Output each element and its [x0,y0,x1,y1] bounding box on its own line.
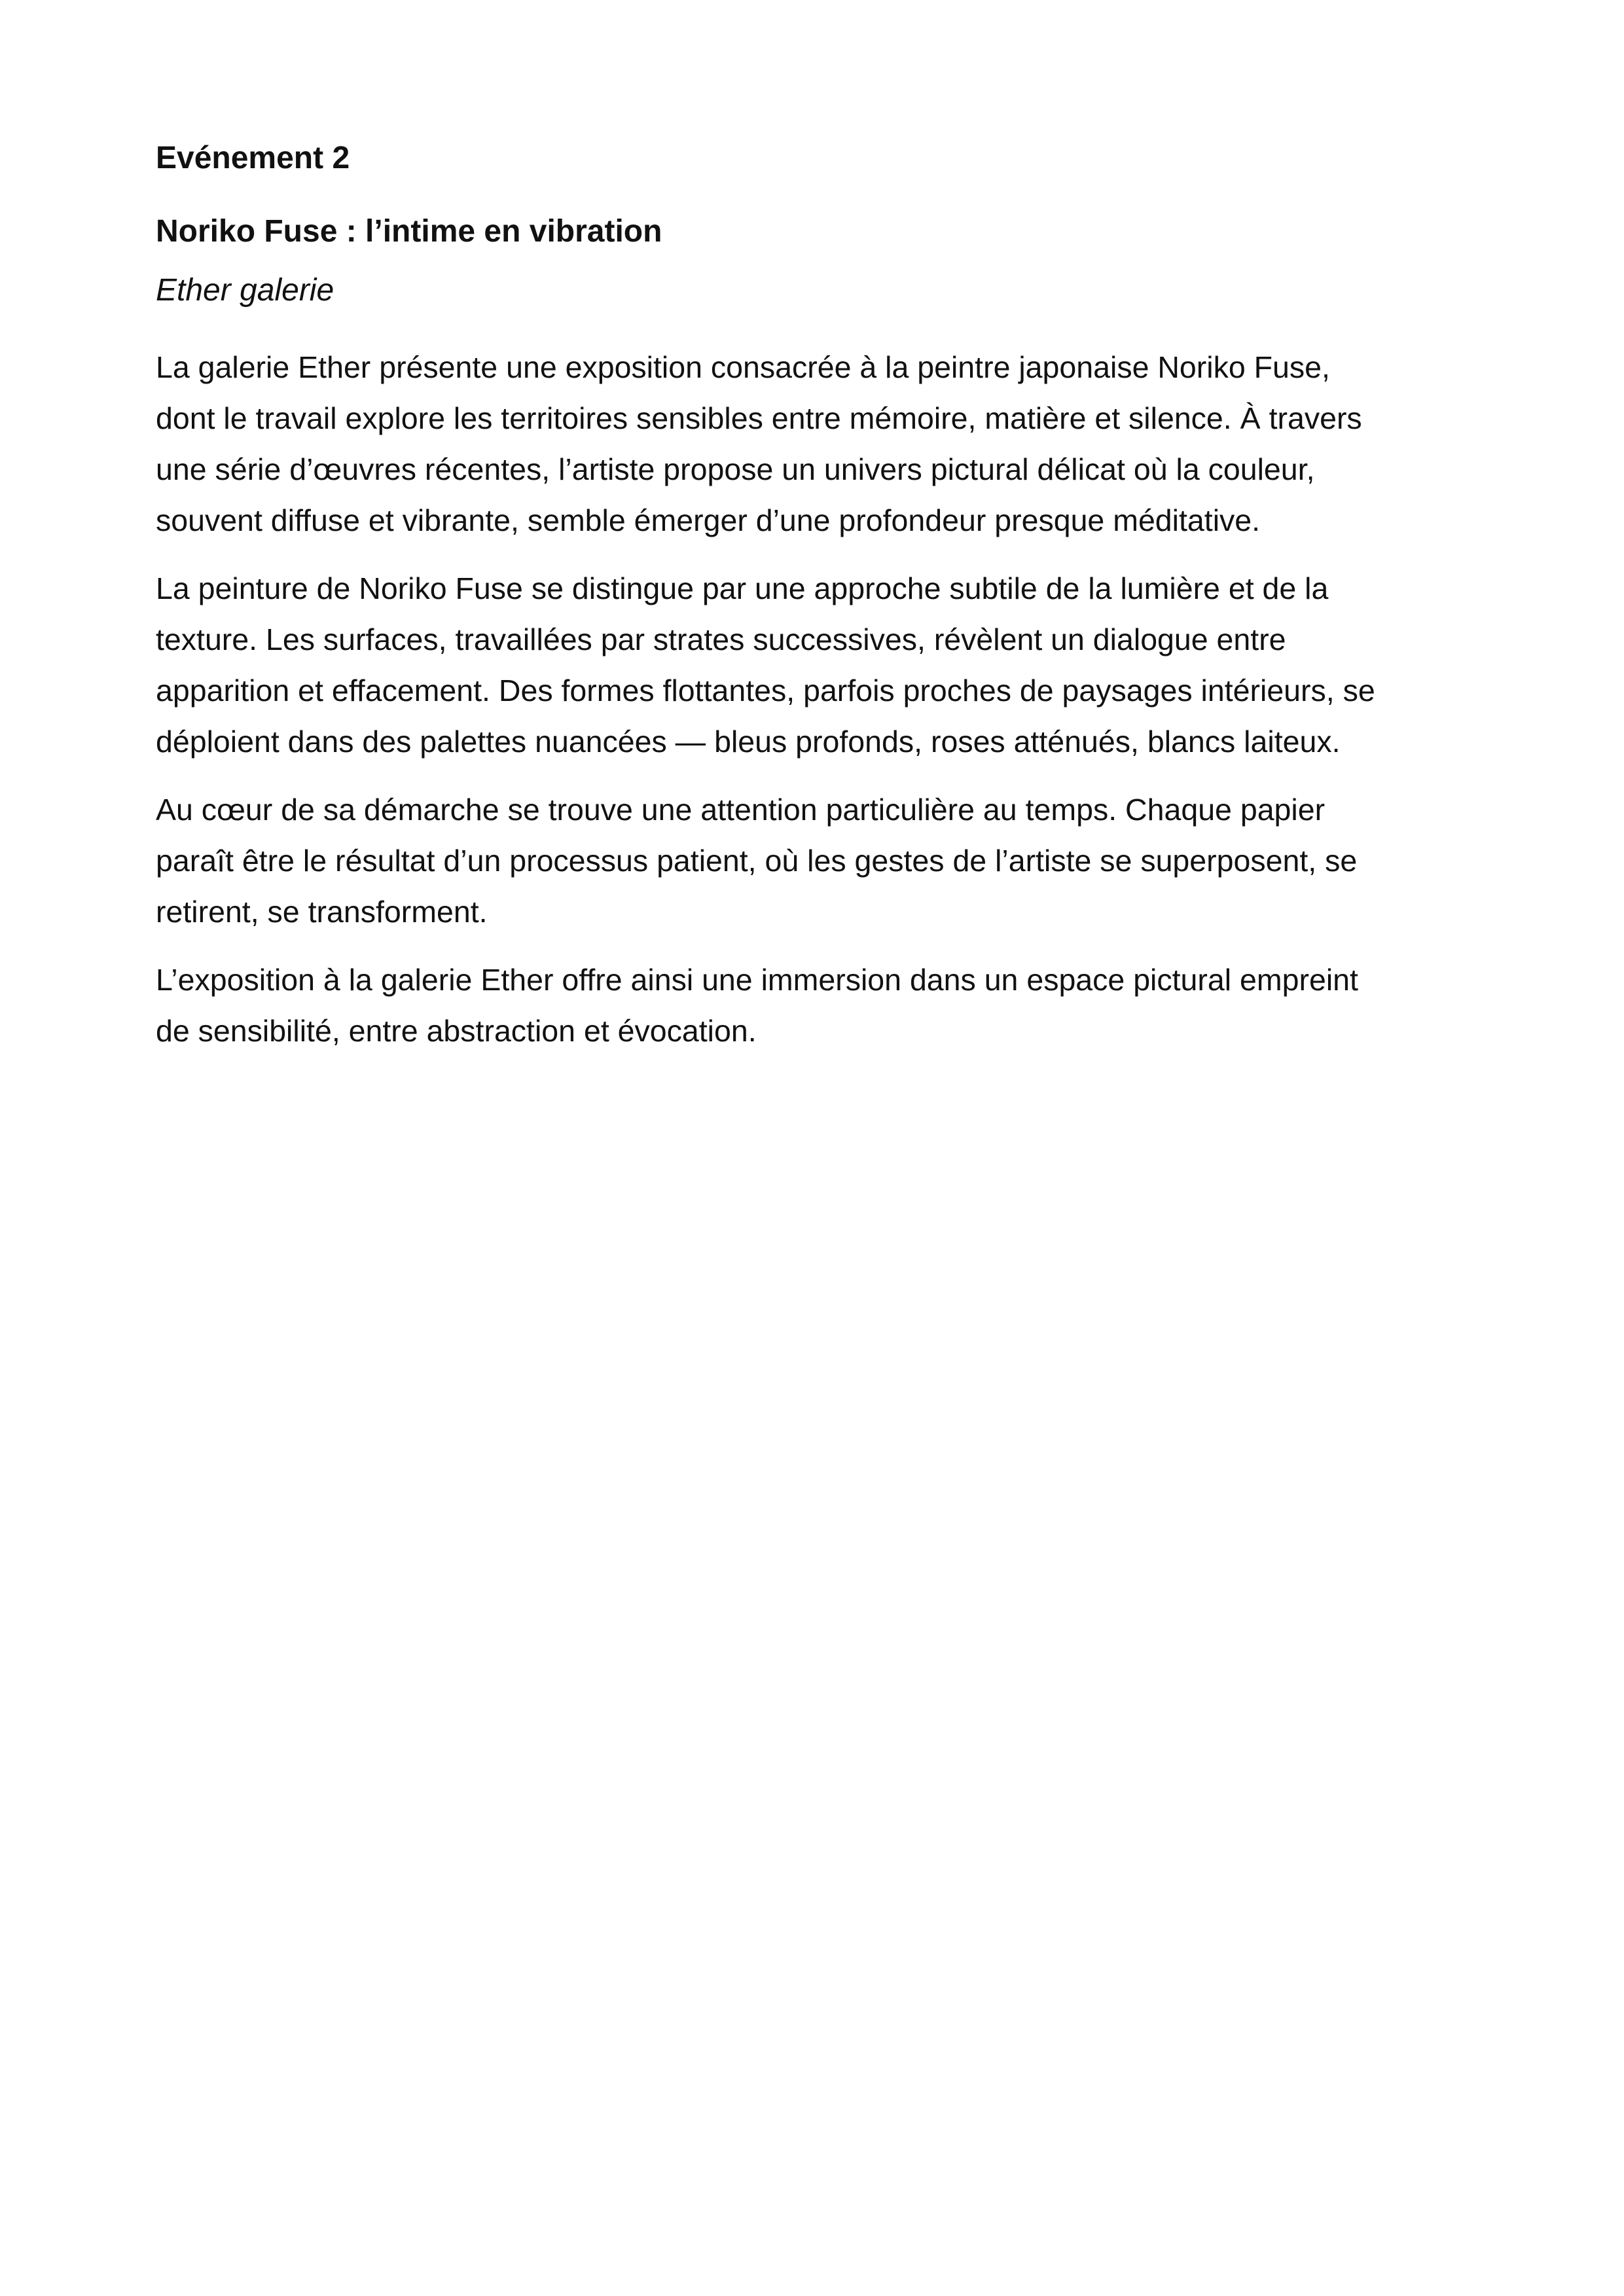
paragraph-line: Au cœur de sa démarche se trouve une attention particulière au temps. Chaque papier [156,793,1326,827]
paragraph-line: souvent diffuse et vibrante, semble émerger d’une profondeur presque méditative. [156,503,1261,537]
paragraph-conclusion [156,954,1491,1056]
document-content [156,137,1491,1073]
paragraph-line: dont le travail explore les territoires sensibles entre mémoire, matière et silence. À travers [156,401,1362,435]
paragraph-line: L’exposition à la galerie Ether offre ainsi une immersion dans un espace pictural empreint [156,963,1358,997]
event-label: Evénement 2 [156,141,350,175]
paragraph-process [156,784,1491,937]
paragraph-line: de sensibilité, entre abstraction et évocation. [156,1014,757,1048]
paragraph-line: apparition et effacement. Des formes flottantes, parfois proches de paysages intérieurs, se [156,673,1375,708]
paragraph-line: une série d’œuvres récentes, l’artiste propose un univers pictural délicat où la couleur, [156,452,1315,486]
paragraph-line: déploient dans des palettes nuancées — bleus profonds, roses atténués, blancs laiteux. [156,725,1341,759]
paragraph-intro [156,342,1491,546]
paragraph-painting [156,563,1491,767]
paragraph-line: retirent, se transforment. [156,895,488,929]
event-title: Noriko Fuse : l’intime en vibration [156,214,662,249]
paragraph-line: paraît être le résultat d’un processus patient, où les gestes de l’artiste se superposent, se [156,844,1358,878]
paragraph-line: La galerie Ether présente une exposition consacrée à la peintre japonaise Noriko Fuse, [156,350,1330,384]
paragraph-line: texture. Les surfaces, travaillées par strates successives, révèlent un dialogue entre [156,622,1286,656]
venue-name: Ether galerie [156,273,334,308]
paragraph-line: La peinture de Noriko Fuse se distingue par une approche subtile de la lumière et de la [156,571,1329,605]
